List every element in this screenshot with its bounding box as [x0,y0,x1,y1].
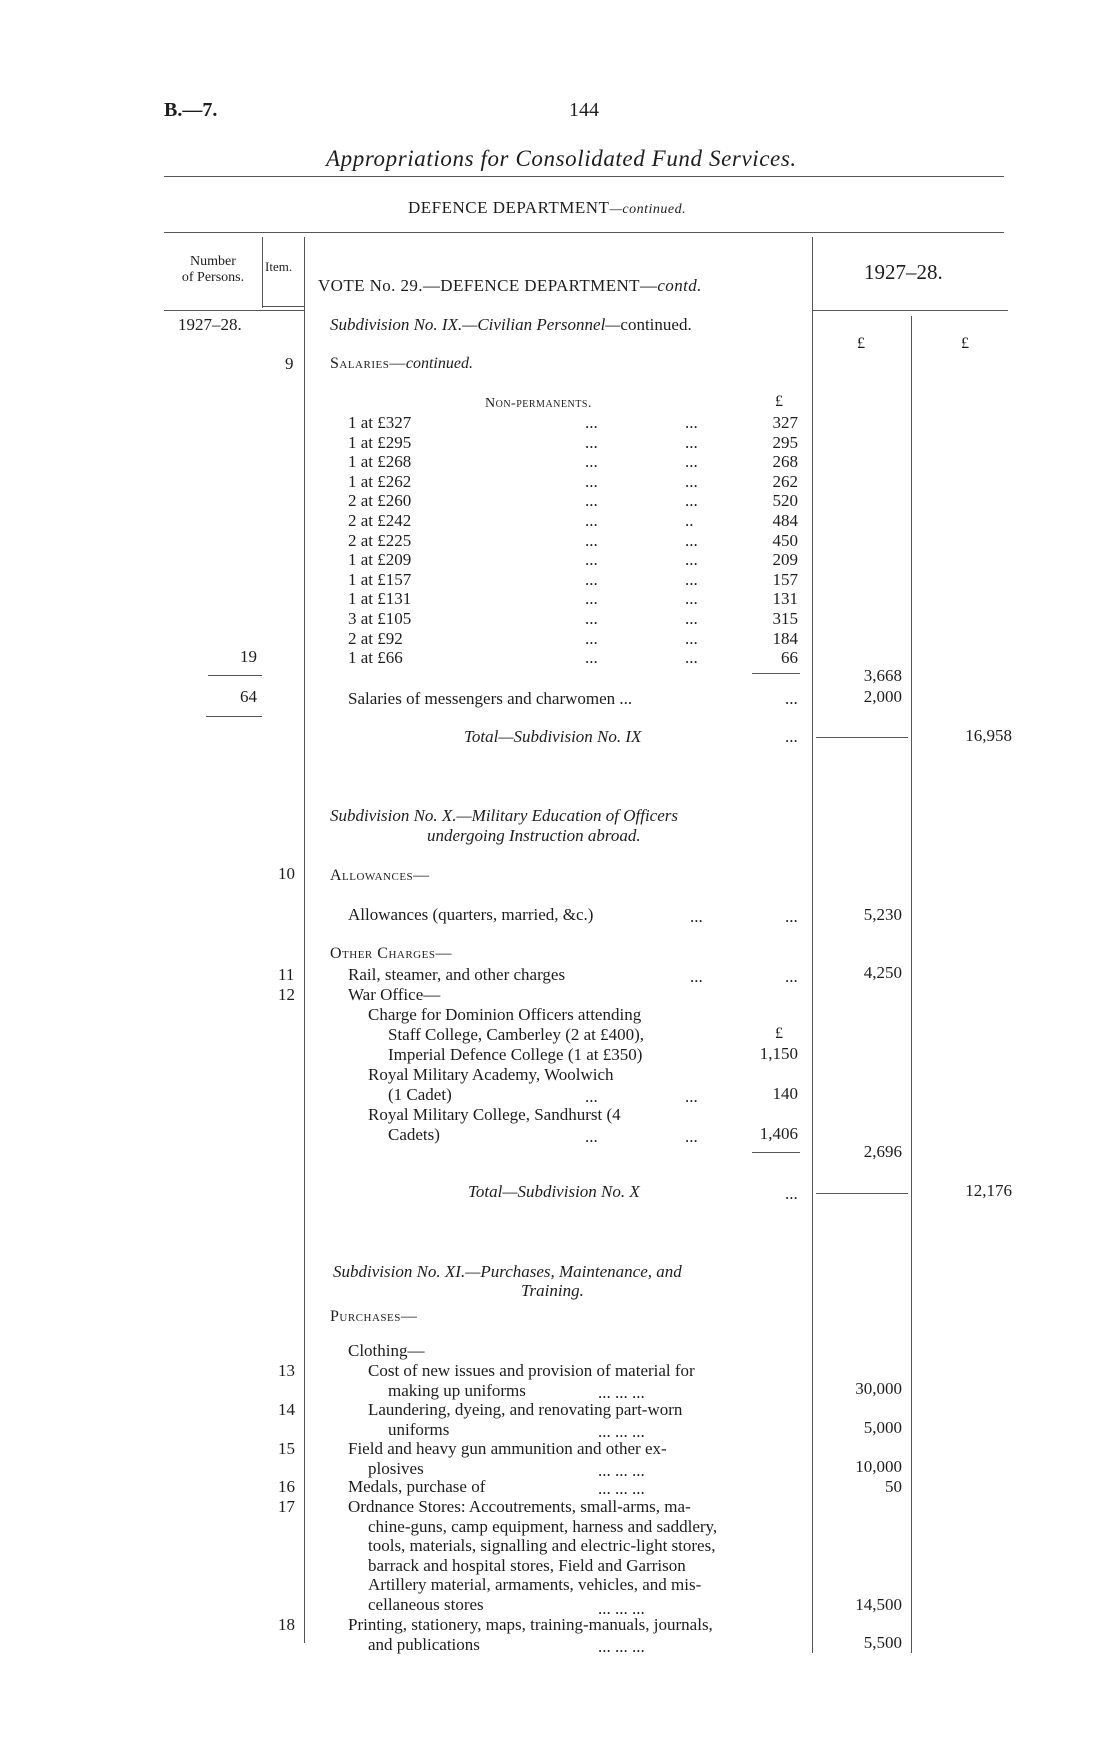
printing-label: and publications [368,1635,480,1654]
ordnance-line: tools, materials, signalling and electric-light stores, [368,1536,716,1556]
purchase-item-amount: 10,000 [855,1457,902,1476]
vote-title: VOTE No. 29.—DEFENCE DEPARTMENT—contd. [318,276,702,295]
purchase-item-label: plosives [368,1459,424,1478]
leader-dots: ... [685,629,698,648]
subdivision-xi-title: Subdivision No. XI.—Purchases, Maintenance, and [333,1262,682,1281]
column-divider [304,237,305,1643]
messengers-label: Salaries of messengers and charwomen ... [348,689,633,708]
leader-dots: ... [685,413,698,432]
leader-dots: ... [585,609,598,628]
non-permanent-grade: 2 at £242 [348,511,412,530]
item-number: 13 [278,1361,295,1380]
persons-count: 64 [240,687,257,706]
leader-dots: ... [685,648,698,667]
ordnance-line: Artillery material, armaments, vehicles, and mis- [368,1575,702,1595]
rmc-label: Royal Military College, Sandhurst (4 [368,1105,621,1124]
non-permanents-heading: Non-permanents. [485,396,592,411]
other-charges-heading: Other Charges— [330,945,452,962]
leader-dots: ... [685,472,698,491]
item-number: 17 [278,1497,295,1516]
non-permanent-amount: 450 [772,531,798,550]
leader-dots: .. [685,511,694,530]
sum-rule [752,1152,800,1153]
head-rule [812,310,1008,311]
page-number: 144 [569,99,599,121]
item-number: 11 [278,965,295,984]
total-label: Total—Subdivision No. X [468,1182,640,1201]
leader-dots: ... [685,452,698,471]
leader-dots: ... ... ... [598,1479,645,1498]
leader-dots: ... [585,550,598,569]
non-permanent-grade: 1 at £209 [348,550,412,569]
item-number: 10 [278,864,295,883]
leader-dots: ... [785,689,798,708]
rmc-amount: 1,406 [759,1124,798,1143]
purchase-item-amount: 5,000 [863,1418,902,1437]
non-permanent-grade: 2 at £92 [348,629,403,648]
salaries-heading: Salaries—continued. [330,355,473,372]
department-heading: DEFENCE DEPARTMENT—continued. [408,198,687,217]
non-permanent-amount: 157 [772,570,798,589]
messengers-amount: 2,000 [863,687,902,706]
allowances-heading: Allowances— [330,867,430,884]
allowances-label: Allowances (quarters, married, &c.) [348,905,594,924]
leader-dots: ... [685,1127,698,1146]
head-rule [262,306,304,307]
non-permanent-amount: 209 [772,550,798,569]
subdivision-x-title: Subdivision No. X.—Military Education of Officers [330,806,679,825]
purchase-item-label: Laundering, dyeing, and renovating part-worn [368,1400,683,1419]
rail-amount: 4,250 [863,963,902,982]
leader-dots: ... [585,589,598,608]
leader-dots: ... [585,531,598,550]
non-permanent-grade: 1 at £262 [348,472,412,491]
non-permanent-amount: 327 [772,413,798,432]
leader-dots: ... ... ... [598,1383,645,1402]
leader-dots: ... [585,511,598,530]
subdivision-x-title-cont: undergoing Instruction abroad. [427,826,641,845]
column-divider [262,237,263,308]
purchase-item-amount: 50 [885,1477,902,1496]
persons-count: 19 [240,647,257,666]
total-amount: 12,176 [965,1181,1012,1200]
item-number: 16 [278,1477,295,1496]
purchase-item-amount: 30,000 [855,1379,902,1398]
leader-dots: ... [685,1087,698,1106]
leader-dots: ... [585,629,598,648]
leader-dots: ... [785,967,798,986]
page-title: Appropriations for Consolidated Fund Services. [326,146,797,171]
rmc-label: Cadets) [388,1125,440,1144]
leader-dots: ... [685,589,698,608]
subdivision-xi-title-cont: Training. [521,1281,584,1300]
purchase-item-label: Cost of new issues and provision of material for [368,1361,695,1380]
leader-dots: ... [690,967,703,986]
non-permanent-amount: 315 [772,609,798,628]
pound-sign: £ [857,335,865,352]
non-permanent-grade: 1 at £66 [348,648,403,667]
printing-amount: 5,500 [863,1633,902,1652]
non-permanent-amount: 295 [772,433,798,452]
total-amount: 16,958 [965,726,1012,745]
leader-dots: ... [585,452,598,471]
ordnance-amount: 14,500 [855,1595,902,1614]
charge-label: Staff College, Camberley (2 at £400), [388,1025,645,1044]
ordnance-line: cellaneous stores [368,1595,484,1614]
document-reference: B.—7. [164,99,218,121]
item-number: 18 [278,1615,295,1634]
allowances-amount: 5,230 [863,905,902,924]
leader-dots: ... [585,491,598,510]
leader-dots: ... [685,609,698,628]
pound-sign: £ [775,393,783,410]
non-permanent-amount: 184 [772,629,798,648]
leader-dots: ... [785,907,798,926]
leader-dots: ... [585,433,598,452]
charge-label: Imperial Defence College (1 at £350) [388,1045,643,1064]
leader-dots: ... [785,1184,798,1203]
total-rule [816,737,908,738]
persons-year: 1927–28. [178,315,242,334]
non-permanent-amount: 131 [772,589,798,608]
leader-dots: ... ... ... [598,1422,645,1441]
sum-rule [206,716,262,717]
non-permanent-grade: 2 at £260 [348,491,412,510]
leader-dots: ... [585,1127,598,1146]
rail-label: Rail, steamer, and other charges [348,965,566,984]
charge-amount: 1,150 [759,1044,798,1063]
non-permanent-grade: 1 at £327 [348,413,412,432]
subdivision-ix-title: Subdivision No. IX.—Civilian Personnel—continued. [330,315,692,334]
non-permanent-grade: 3 at £105 [348,609,412,628]
leader-dots: ... [585,570,598,589]
pound-sign: £ [961,335,969,352]
purchase-item-label: Medals, purchase of [348,1477,486,1496]
non-permanent-amount: 520 [772,491,798,510]
non-permanent-amount: 262 [772,472,798,491]
item-number: 15 [278,1439,295,1458]
leader-dots: ... [685,531,698,550]
leader-dots: ... [585,648,598,667]
clothing-label: Clothing— [348,1341,425,1360]
item-number: 14 [278,1400,295,1419]
leader-dots: ... ... ... [598,1461,645,1480]
non-permanent-grade: 1 at £131 [348,589,412,608]
head-rule [164,310,304,311]
purchase-item-label: uniforms [388,1420,450,1439]
leader-dots: ... [585,472,598,491]
printing-label: Printing, stationery, maps, training-manuals, journals, [348,1615,713,1634]
ordnance-line: chine-guns, camp equipment, harness and saddlery, [368,1516,718,1536]
leader-dots: ... [690,907,703,926]
pound-sign: £ [775,1025,783,1042]
total-rule [816,1193,908,1194]
total-label: Total—Subdivision No. IX [464,727,642,746]
non-permanent-amount: 268 [772,452,798,471]
column-header-persons: Number of Persons. [181,254,245,285]
leader-dots: ... [585,1087,598,1106]
title-rule [164,176,1004,177]
column-header-item: Item. [265,259,293,274]
purchase-item-label: making up uniforms [388,1381,526,1400]
sum-rule [752,673,800,674]
non-permanent-grade: 1 at £295 [348,433,412,452]
leader-dots: ... [785,727,798,746]
war-office-total: 2,696 [863,1142,902,1161]
item-number: 12 [278,985,295,1004]
column-divider [911,316,912,1653]
rma-label: Royal Military Academy, Woolwich [368,1065,614,1084]
non-permanent-grade: 1 at £268 [348,452,412,471]
war-office-label: War Office— [348,985,441,1004]
ordnance-line: Ordnance Stores: Accoutrements, small-arms, ma- [348,1497,691,1516]
leader-dots: ... [685,570,698,589]
purchases-heading: Purchases— [330,1308,418,1325]
sum-rule [208,675,262,676]
leader-dots: ... ... ... [598,1599,645,1618]
charge-label: Charge for Dominion Officers attending [368,1005,642,1024]
purchase-item-label: Field and heavy gun ammunition and other ex- [348,1439,667,1458]
item-number: 9 [285,354,294,373]
leader-dots: ... [685,491,698,510]
leader-dots: ... [585,413,598,432]
non-permanent-amount: 66 [781,648,798,667]
leader-dots: ... [685,550,698,569]
non-permanent-grade: 2 at £225 [348,531,412,550]
rma-label: (1 Cadet) [388,1085,452,1104]
non-permanent-grade: 1 at £157 [348,570,412,589]
column-divider [812,237,813,1653]
header-rule [164,232,1004,233]
year-header: 1927–28. [864,260,943,284]
non-permanent-amount: 484 [772,511,798,530]
subtotal-amount: 3,668 [863,666,902,685]
ordnance-line: barrack and hospital stores, Field and Garrison [368,1555,686,1575]
leader-dots: ... [685,433,698,452]
leader-dots: ... ... ... [598,1637,645,1656]
rma-amount: 140 [772,1084,798,1103]
